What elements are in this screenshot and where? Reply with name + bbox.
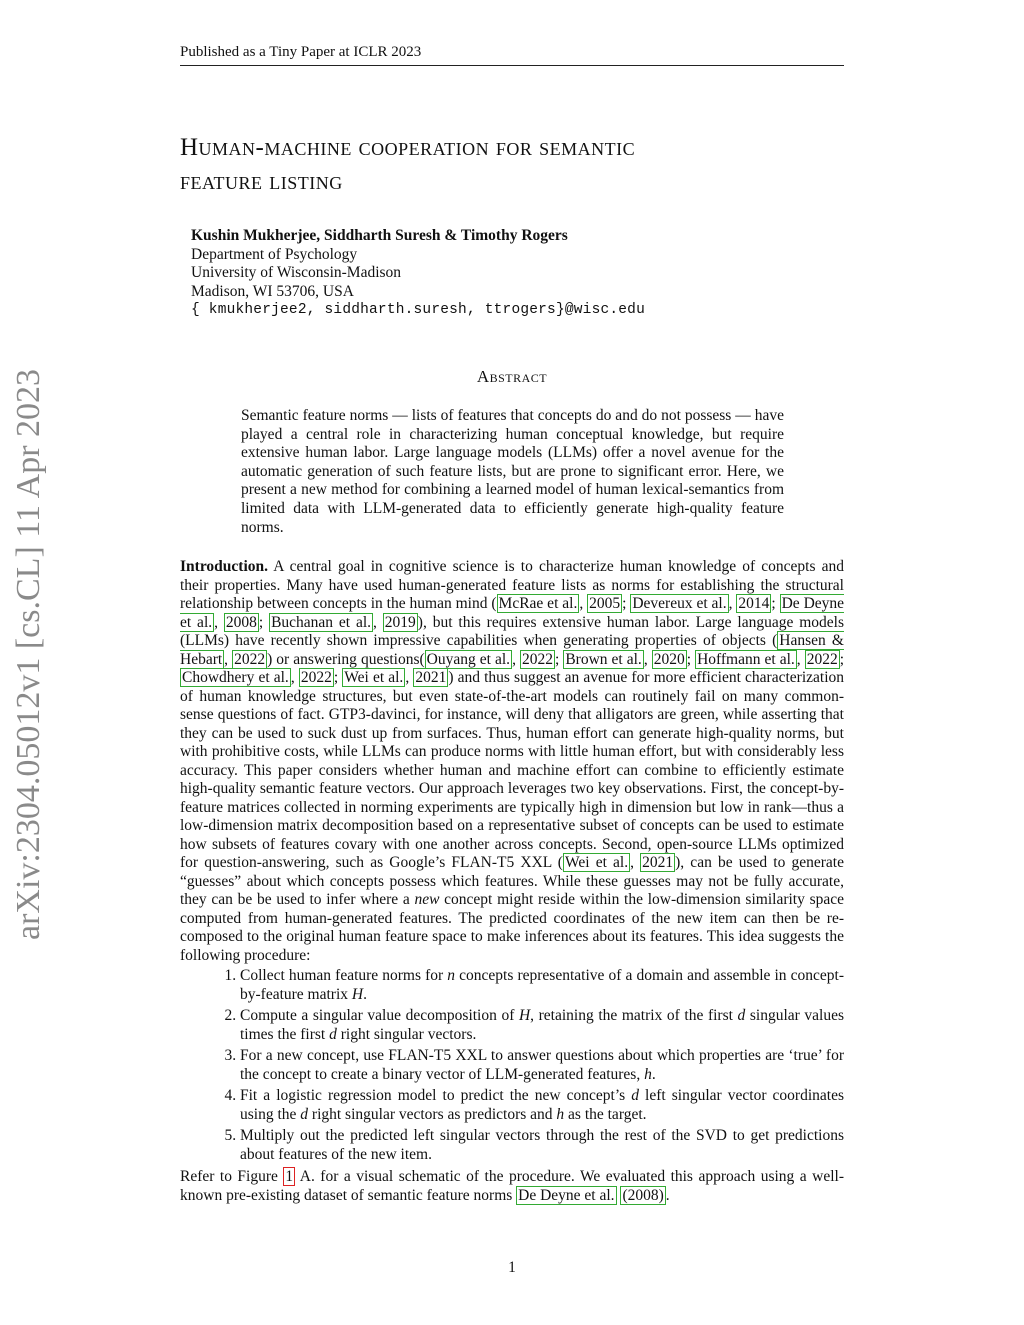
procedure-step: 5. Multiply out the predicted left singular vectors through the rest of the SVD to get predictions about features of the new item.	[240, 1127, 844, 1164]
citation-link[interactable]: De Deyne et al.	[180, 595, 845, 631]
citation-link[interactable]: Devereux et al.	[632, 595, 727, 612]
citation-link[interactable]: Wei et al.	[564, 854, 629, 871]
citation-link[interactable]: 2022	[521, 650, 553, 668]
citation-link[interactable]: 2020	[653, 650, 685, 668]
page-number: 1	[508, 1259, 516, 1276]
citation-link[interactable]: 2022	[234, 650, 266, 668]
author-emails: { kmukherjee2, siddharth.suresh, ttrogers}@wisc.edu	[191, 302, 645, 318]
title-line-1: Human-machine cooperation for semantic	[180, 134, 636, 161]
citation-link[interactable]: 2021	[415, 669, 447, 686]
citation-link[interactable]: Ouyang et al.	[426, 650, 511, 668]
citation-link[interactable]: 2014	[738, 595, 770, 612]
citation-link[interactable]: Chowdhery et al.	[182, 669, 289, 686]
author-names: Kushin Mukherjee, Siddharth Suresh & Timothy Rogers	[191, 227, 568, 244]
intro-text: concept might reside within the low-dimension similarity space computed from human-generated features. The predicted coordinates of the new item can then be re-composed to the original human feature space to make inferences about its features. This idea suggests the following procedure:	[180, 891, 844, 964]
figure-link[interactable]: 1	[285, 1168, 294, 1185]
citation-link[interactable]: Wei et al.	[344, 669, 404, 686]
citation-link[interactable]: Hoffmann et al.	[697, 650, 795, 668]
intro-text: ) and thus suggest an avenue for more efficient characterization of human knowledge structures, but even state-of-the-art models can routinely fail on many common-sense questions of fact. GTP3-davinci, for instance, will deny that alligators are green, while asserting that they can be used to suck dust up from surfaces. Thus, human effort can generate high-quality norms, but with prohibitive costs, while LLMs can produce norms with little human effort, but with considerably less accuracy. This paper considers whether human and machine effort can combine to efficiently estimate high-quality semantic feature vectors. Our approach leverages two key observations. First, the concept-by-feature matrices collected in norming experiments are typically high in dimension but low in rank—thus a low-dimension matrix decomposition based on a representative subset of concepts can be used to estimate how subsets of features covary with one another across concepts. Second, open-source LLMs optimized for question-answering, such as Google’s FLAN-T5 XXL (	[180, 669, 845, 871]
intro-text: A central goal in cognitive science is to characterize human knowledge of concepts and their properties. Many have used human-generated feature lists as norms for establishing the structural relationship between concepts in the human mind (	[180, 558, 844, 612]
author-block	[191, 227, 645, 320]
intro-text: ), can be used to generate “guesses” about which concepts possess which features. While these guesses may not be fully accurate, they can be be used to infer where a	[180, 854, 844, 908]
citation-link[interactable]: 2008	[225, 613, 257, 631]
main-body	[180, 558, 844, 1205]
citation-link[interactable]: Hansen & Hebart	[180, 632, 844, 668]
intro-emphasis: new	[414, 891, 440, 908]
citation-link[interactable]: (2008)	[622, 1186, 664, 1204]
citation-link[interactable]: Buchanan et al.	[271, 613, 372, 631]
abstract-heading: Abstract	[476, 367, 548, 386]
paper-title	[180, 131, 844, 199]
abstract-text: Semantic feature norms — lists of features that concepts do and do not possess — have played a central role in characterizing human conceptual knowledge, but require extensive human labor. Large language models (LLMs) offer a novel avenue for the automatic generation of such feature lists, but are prone to significant error. Here, we present a new method for combining a learned model of human lexical-semantics from limited data with LLM-generated data to efficiently generate high-quality feature norms.	[241, 407, 784, 536]
citation-link[interactable]: 2021	[642, 854, 674, 871]
citation-link[interactable]: Brown et al.	[565, 650, 642, 668]
intro-text: ), but this requires extensive human labor. Large language models (LLMs) have recently shown impressive capabilities when generating properties of objects (	[180, 613, 844, 649]
procedure-step: 4. Fit a logistic regression model to predict the new concept’s d left singular vector coordinates using the d right singular vectors as predictors and h as the target.	[240, 1087, 844, 1124]
title-line-2: feature listing	[180, 168, 343, 195]
intro-paragraph: Introduction. A central goal in cognitive science is to characterize human knowledge of concepts and their properties. Many have used human-generated feature lists as norms for establishing the structural relationship between concepts in the human mind ( McRae et al. , 2005 ; Devereux et al. , 2014 ; De Deyne et al. , 2008 ; Buchanan et al. , 2019 ), but this requires extensive human labor. Large language models (LLMs) have recently shown impressive capabilities when generating properties of objects ( Hansen & Hebart , 2022 ) or answering questions( Ouyang et al. , 2022 ; Brown et al. , 2020 ; Hoffmann et al. , 2022 ; Chowdhery et al. , 2022 ; Wei et al. , 2021 ) and thus suggest an avenue for more efficient characterization of human knowledge structures, but even state-of-the-art models can routinely fail on many common-sense questions of fact. GTP3-davinci, for instance, will deny that alligators are green, while asserting that they can be used to suck dust up from surfaces. Thus, human effort can generate high-quality norms, but with prohibitive costs, while LLMs can produce norms with little human effort, but with considerably less accuracy. This paper considers whether human and machine effort can combine to efficiently estimate high-quality semantic feature vectors. Our approach leverages two key observations. First, the concept-by-feature matrices collected in norming experiments are typically high in dimension but low in rank—thus a low-dimension matrix decomposition based on a representative subset of concepts can be used to estimate how subsets of features covary with one another across concepts. Second, open-source LLMs optimized for question-answering, such as Google’s FLAN-T5 XXL ( Wei et al. , 2021 ), can be used to generate “guesses” about which concepts possess which features. While these guesses may not be fully accurate, they can be be used to infer where a new concept might reside within the low-dimension similarity space computed from human-generated features. The predicted coordinates of the new item can then be re-composed to the original human feature space to make inferences about its features. This idea suggests the following procedure:	[180, 558, 845, 964]
affiliation-univ: University of Wisconsin-Madison	[191, 264, 402, 281]
affiliation-city: Madison, WI 53706, USA	[191, 282, 354, 300]
citation-link[interactable]: 2005	[589, 595, 621, 612]
citation-link[interactable]: McRae et al.	[498, 595, 578, 612]
citation-link[interactable]: 2019	[384, 613, 416, 631]
citation-link[interactable]: De Deyne et al.	[518, 1186, 615, 1204]
procedure-step: 3. For a new concept, use FLAN-T5 XXL to answer questions about which properties are ‘true’ for the concept to create a binary vector of LLM-generated features, h.	[240, 1047, 844, 1084]
procedure-list	[180, 967, 844, 1164]
running-header: Published as a Tiny Paper at ICLR 2023	[180, 44, 844, 66]
citation-link[interactable]: 2022	[806, 650, 838, 668]
procedure-step: 2. Compute a singular value decomposition of H, retaining the matrix of the first d singular values times the first d right singular vectors.	[240, 1007, 844, 1044]
arxiv-stamp: arXiv:2304.05012v1 [cs.CL] 11 Apr 2023	[10, 368, 47, 940]
intro-heading: Introduction.	[180, 558, 268, 575]
closing-paragraph: Refer to Figure 1 A. for a visual schematic of the procedure. We evaluated this approach using a well-known pre-existing dataset of semantic feature norms De Deyne et al. (2008) .	[180, 1168, 844, 1204]
intro-text: ) or answering questions(	[267, 650, 425, 668]
procedure-step: 1. Collect human feature norms for n concepts representative of a domain and assemble in concept-by-feature matrix H.	[240, 967, 844, 1004]
citation-link[interactable]: 2022	[300, 669, 332, 686]
affiliation-dept: Department of Psychology	[191, 245, 358, 263]
